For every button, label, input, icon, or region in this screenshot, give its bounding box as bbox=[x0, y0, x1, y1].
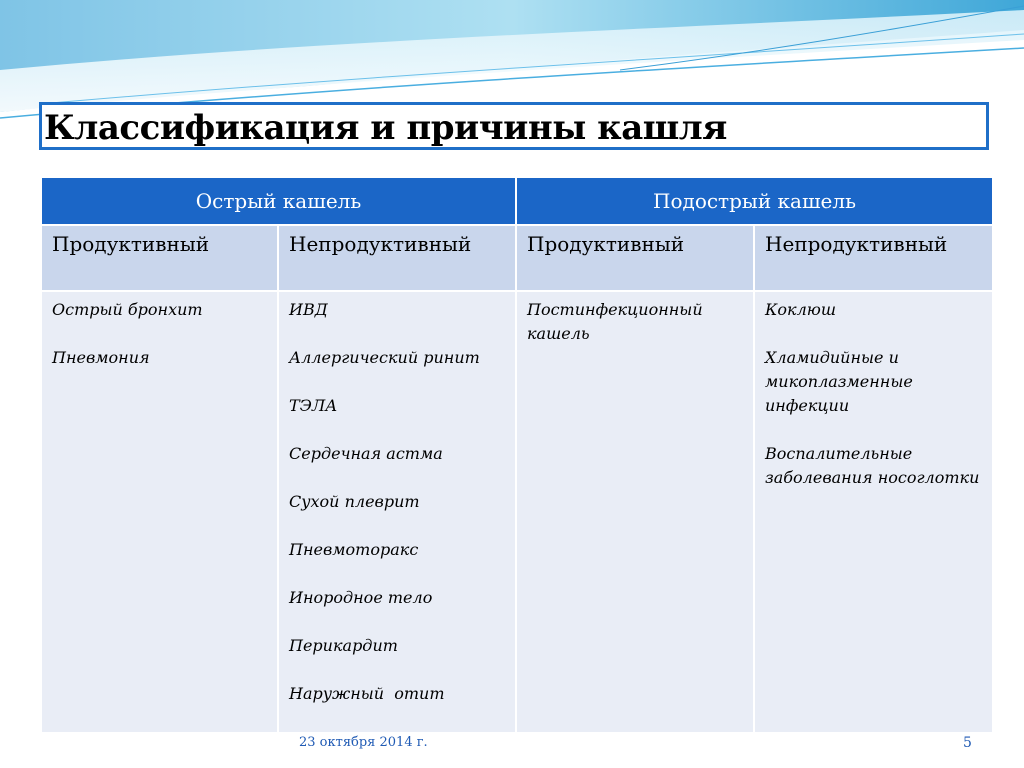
subheader-subacute-nonproductive: Непродуктивный bbox=[754, 225, 993, 291]
group-header-acute: Острый кашель bbox=[41, 177, 516, 225]
cell-acute-productive bbox=[41, 291, 278, 733]
subheader-subacute-productive: Продуктивный bbox=[516, 225, 754, 291]
causes-row bbox=[41, 291, 993, 733]
slide-date: 23 октября 2014 г. bbox=[299, 735, 428, 750]
cause-item: Аллергический ринит bbox=[289, 348, 480, 367]
cause-item: Инородное тело bbox=[289, 588, 433, 607]
cause-item: Сердечная астма bbox=[289, 444, 443, 463]
cell-subacute-nonproductive bbox=[754, 291, 993, 733]
slide-title: Классификация и причины кашля bbox=[44, 108, 727, 148]
cause-item: Наружный отит bbox=[289, 684, 445, 703]
cause-item: Воспалительные заболевания носоглотки bbox=[765, 444, 980, 487]
subheader-acute-productive: Продуктивный bbox=[41, 225, 278, 291]
group-header-row bbox=[41, 177, 993, 225]
cause-item: Пневмоторакс bbox=[289, 540, 419, 559]
cause-item: ТЭЛА bbox=[289, 396, 338, 415]
cause-item: Пневмония bbox=[52, 348, 150, 367]
cause-item: Коклюш bbox=[765, 300, 836, 319]
slide-title-box bbox=[39, 102, 989, 150]
classification-table bbox=[40, 176, 994, 734]
slide-page-number: 5 bbox=[963, 735, 972, 751]
cause-item: Острый бронхит bbox=[52, 300, 203, 319]
cause-item: Перикардит bbox=[289, 636, 398, 655]
cause-item: Хламидийные и микоплазменные инфекции bbox=[765, 348, 913, 415]
subheader-acute-nonproductive: Непродуктивный bbox=[278, 225, 516, 291]
cell-acute-nonproductive bbox=[278, 291, 516, 733]
cell-subacute-productive bbox=[516, 291, 754, 733]
cause-item: Постинфекционный кашель bbox=[527, 300, 703, 343]
cause-item: ИВД bbox=[289, 300, 328, 319]
cause-item: Сухой плеврит bbox=[289, 492, 420, 511]
group-header-subacute: Подострый кашель bbox=[516, 177, 993, 225]
subheader-row bbox=[41, 225, 993, 291]
